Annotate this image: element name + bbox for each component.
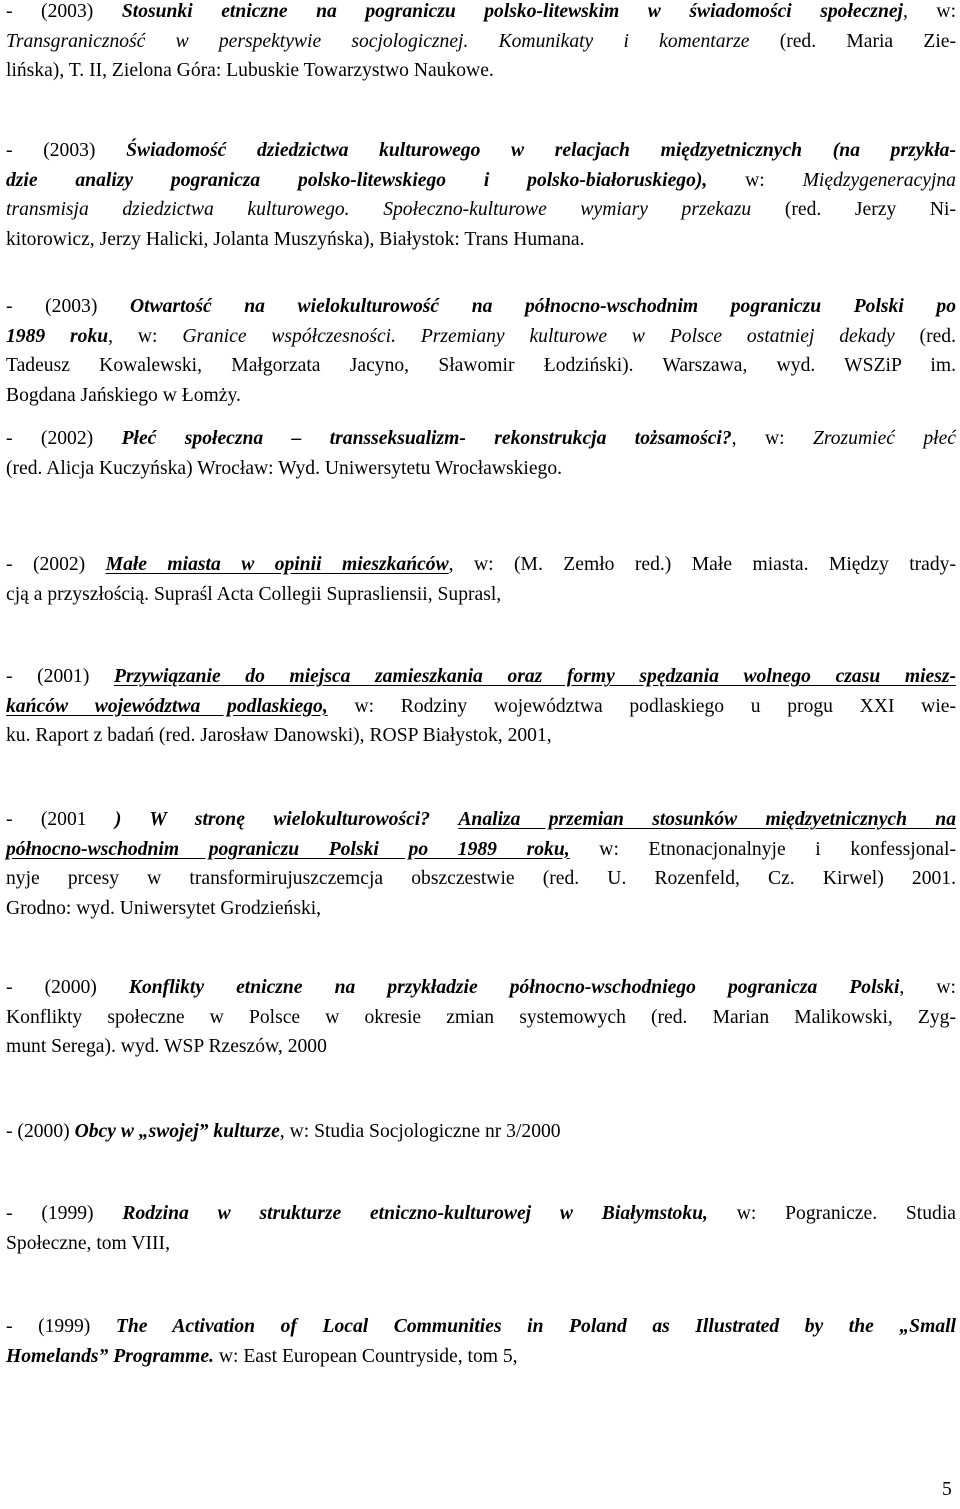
entry-title: Stosunki etniczne na pograniczu polsko-litewskim w świadomości społecznej [121, 1, 903, 22]
bibliography-entry [6, 662, 956, 751]
entry-title: ) W stronę wielokulturowości? [114, 809, 431, 830]
bibliography-entry [6, 136, 956, 254]
entry-line: - (2003) Stosunki etniczne na pograniczu polsko-litewskim w świadomości społecznej, w: [6, 1, 957, 22]
entry-title: Konflikty etniczne na przykładzie północno-wschodniego pogranicza Polski [128, 977, 900, 998]
entry-line: Społeczne, tom VIII, [6, 1232, 170, 1254]
entry-line: Transgraniczność w perspektywie socjologicznej. Komunikaty i komentarze (red. Maria Zie- [6, 30, 956, 52]
entry-title: Otwartość na wielokulturowość na północno-wschodnim pograniczu Polski po [130, 296, 956, 317]
bibliography-entry [6, 0, 956, 86]
entry-line: Tadeusz Kowalewski, Małgorzata Jacyno, Sławomir Łodziński). Warszawa, wyd. WSZiP im. [6, 355, 956, 376]
entry-line: nyje prcesy w transformirujuszczemcja obszczestwie (red. U. Rozenfeld, Cz. Kirwel) 2001. [6, 868, 956, 889]
entry-line: kitorowicz, Jerzy Halicki, Jolanta Muszyńska), Białystok: Trans Humana. [6, 228, 585, 250]
entry-line: - (2003) Otwartość na wielokulturowość na północno-wschodnim pograniczu Polski po [6, 296, 956, 317]
entry-line: - (2001 ) W stronę wielokulturowości? Analiza przemian stosunków międzyetnicznych na [6, 809, 957, 830]
entry-line: - (1999) The Activation of Local Communities in Poland as Illustrated by the „Small [6, 1316, 957, 1337]
bibliography-entry [6, 550, 956, 609]
entry-line: Homelands” Programme. w: East European Countryside, tom 5, [6, 1345, 518, 1367]
entry-line: cją a przyszłością. Supraśl Acta Collegii Suprasliensii, Suprasl, [6, 583, 502, 605]
entry-title: Świadomość dziedzictwa kulturowego w relacjach międzyetnicznych (na przykła- [126, 140, 956, 161]
entry-line: transmisja dziedzictwa kulturowego. Społeczno-kulturowe wymiary przekazu (red. Jerzy Ni- [6, 199, 956, 220]
entry-title: Płeć społeczna – transseksualizm- rekonstrukcja tożsamości? [121, 428, 732, 449]
entry-line: - (2001) Przywiązanie do miejsca zamieszkania oraz formy spędzania wolnego czasu miesz- [6, 666, 956, 687]
entry-title: Przywiązanie do miejsca zamieszkania oraz formy spędzania wolnego czasu miesz- [114, 666, 956, 687]
entry-line: kańców województwa podlaskiego, w: Rodziny województwa podlaskiego u progu XXI wie- [6, 695, 956, 717]
bibliography-entry [6, 1312, 956, 1371]
bibliography-entry [6, 805, 956, 923]
bibliography-entry [6, 1117, 956, 1147]
entry-line: dzie analizy pogranicza polsko-litewskiego i polsko-białoruskiego), w: Międzygeneracyjna [6, 169, 956, 191]
page-number: 5 [942, 1479, 952, 1500]
entry-line: - (2002) Płeć społeczna – transseksualizm- rekonstrukcja tożsamości?, w: Zrozumieć płeć [6, 428, 956, 449]
bibliography-entry [6, 424, 956, 483]
entry-line: munt Serega). wyd. WSP Rzeszów, 2000 [6, 1036, 327, 1057]
entry-line: - (2000) Obcy w „swojej” kulturze, w: Studia Socjologiczne nr 3/2000 [6, 1121, 561, 1142]
entry-line: Grodno: wyd. Uniwersytet Grodzieński, [6, 897, 322, 919]
entry-title: Rodzina w strukturze etniczno-kulturowej w Białymstoku, [122, 1203, 708, 1224]
bibliography-entry [6, 1199, 956, 1258]
entry-line: północno-wschodnim pograniczu Polski po 1989 roku, w: Etnonacjonalnyje i konfessjonal- [6, 838, 956, 860]
entry-line: Konflikty społeczne w Polsce w okresie zmian systemowych (red. Marian Malikowski, Zyg- [6, 1006, 956, 1028]
bibliography-entry [6, 292, 956, 410]
entry-line: lińska), T. II, Zielona Góra: Lubuskie Towarzystwo Naukowe. [6, 60, 494, 81]
entry-line: - (1999) Rodzina w strukturze etniczno-kulturowej w Białymstoku, w: Pogranicze. Studia [6, 1203, 956, 1224]
entry-line: - (2000) Konflikty etniczne na przykładzie północno-wschodniego pogranicza Polski, w: [6, 977, 956, 998]
entry-title: The Activation of Local Communities in Poland as Illustrated by the „Small [115, 1316, 957, 1337]
entry-line: ku. Raport z badań (red. Jarosław Danowski), ROSP Białystok, 2001, [6, 725, 552, 746]
entry-title: Obcy w „swojej” kulturze [74, 1121, 280, 1142]
entry-line: Bogdana Jańskiego w Łomży. [6, 384, 241, 406]
entry-line: - (2002) Małe miasta w opinii mieszkańców, w: (M. Zemło red.) Małe miasta. Między trady- [6, 554, 956, 575]
entry-line: - (2003) Świadomość dziedzictwa kulturowego w relacjach międzyetnicznych (na przykła- [6, 140, 956, 161]
entry-title: Małe miasta w opinii mieszkańców [105, 554, 449, 575]
entry-line: 1989 roku, w: Granice współczesności. Przemiany kulturowe w Polsce ostatniej dekady (red. [6, 325, 956, 347]
bibliography-entry [6, 973, 956, 1062]
entry-line: (red. Alicja Kuczyńska) Wrocław: Wyd. Uniwersytetu Wrocławskiego. [6, 457, 563, 479]
